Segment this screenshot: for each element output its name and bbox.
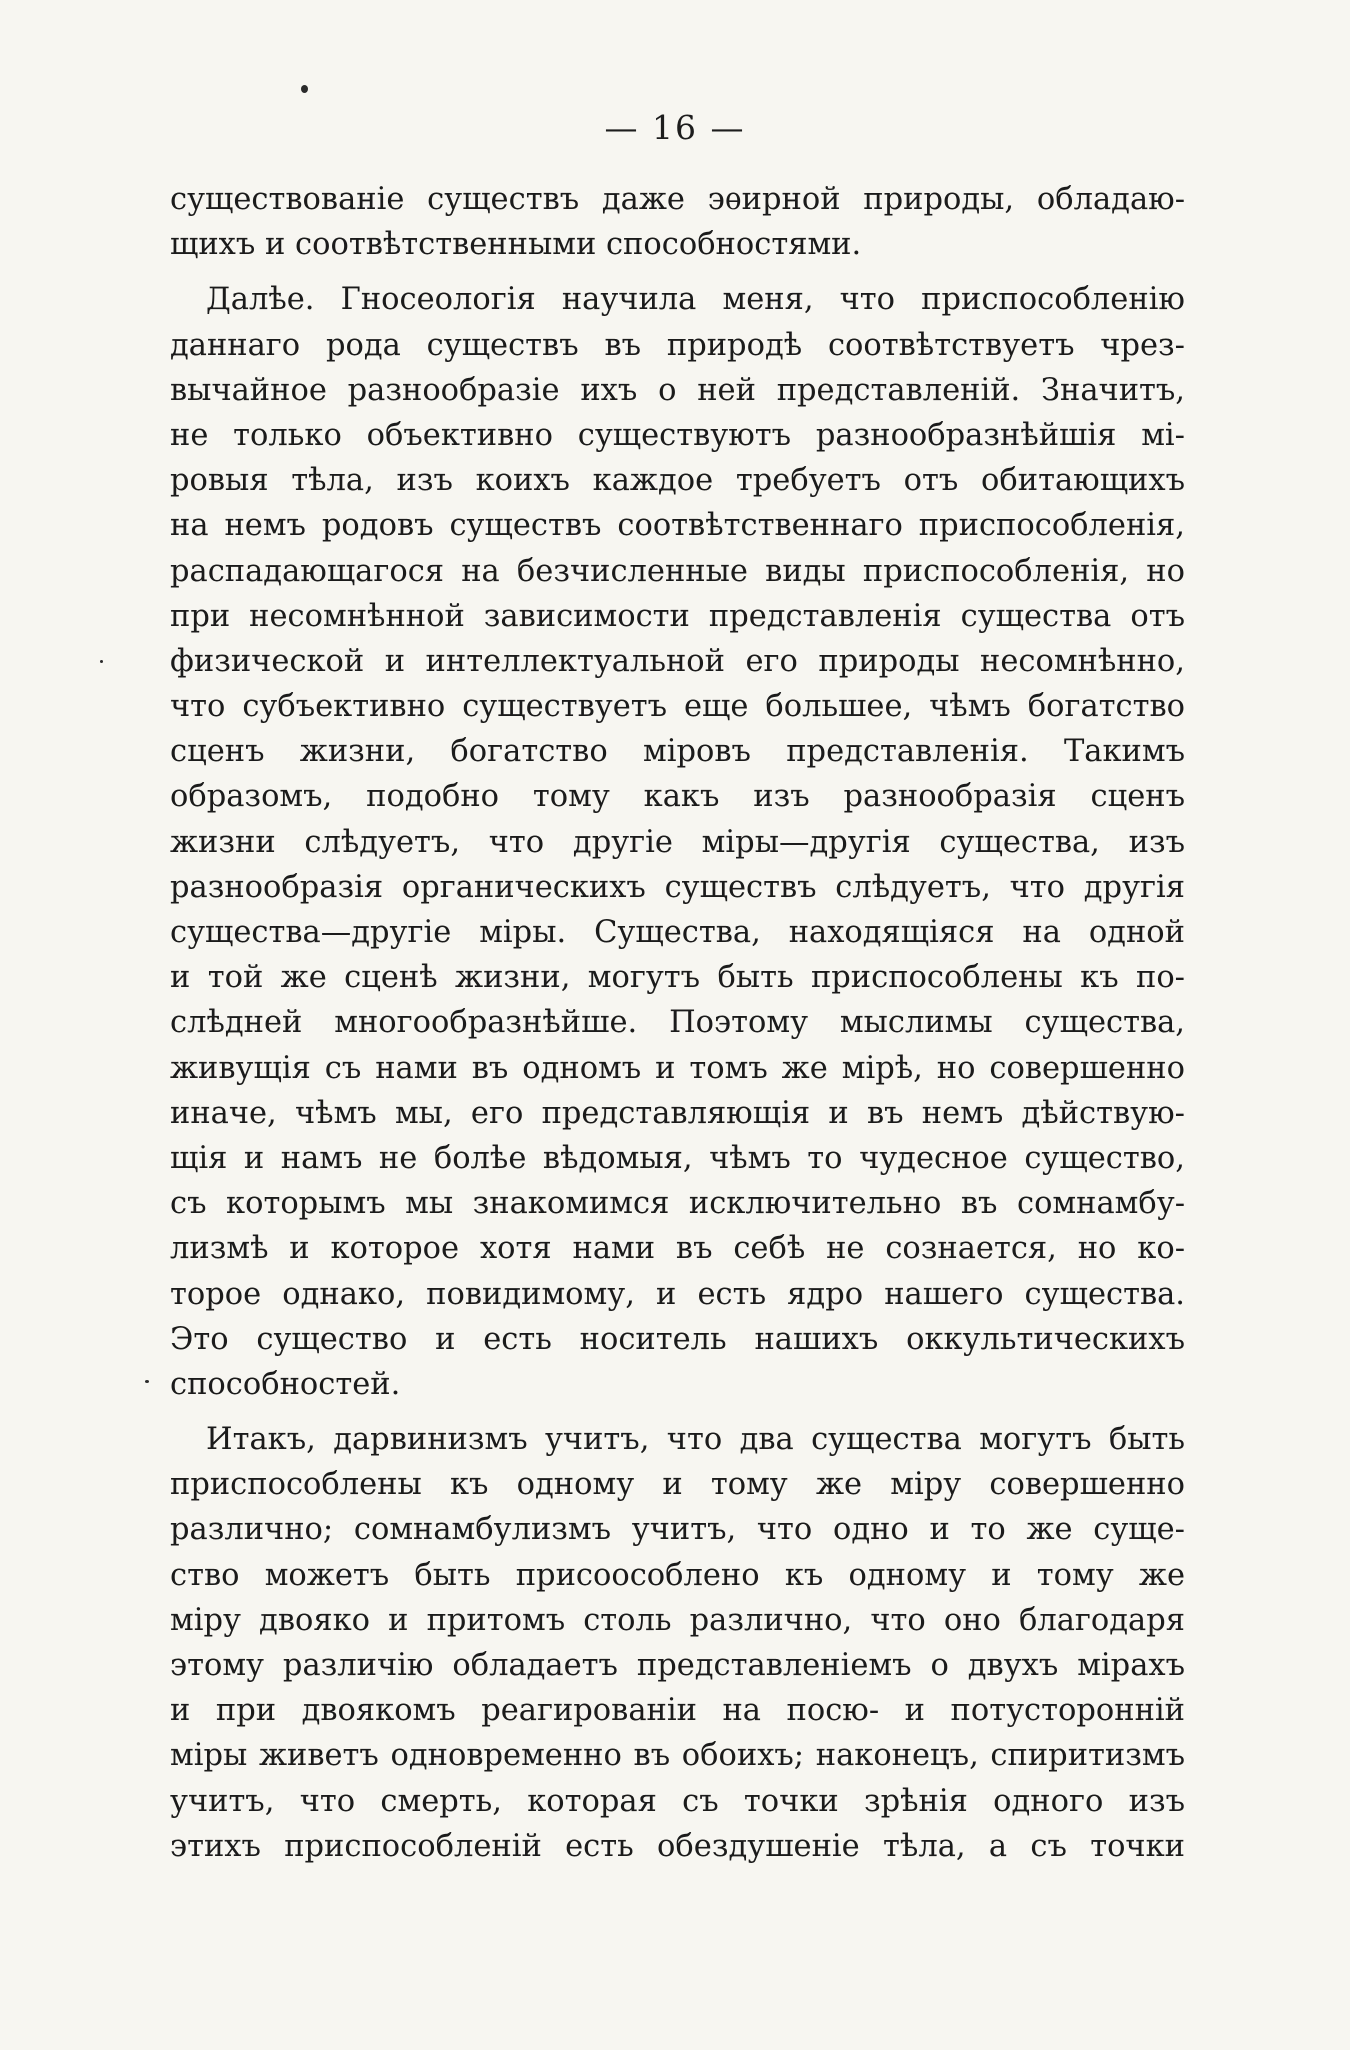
text-line: Итакъ, дарвинизмъ учитъ, что два существа могутъ быть (206, 1422, 1185, 1458)
text-line: Это существо и есть носитель нашихъ оккультическихъ (170, 1321, 1185, 1357)
text-line: торое однако, повидимому, и есть ядро нашего существа. (170, 1276, 1185, 1312)
text-line: ровыя тѣла, изъ коихъ каждое требуетъ отъ обитающихъ (170, 463, 1185, 499)
text-line: щія и намъ не болѣе вѣдомыя, чѣмъ то чудесное существо, (170, 1140, 1185, 1176)
text-line: иначе, чѣмъ мы, его представляющія и въ немъ дѣйствую- (170, 1095, 1185, 1131)
text-line: при несомнѣнной зависимости представленія существа отъ (170, 598, 1185, 634)
text-line: приспособлены къ одному и тому же міру совершенно (170, 1467, 1185, 1503)
text-line: сценъ жизни, богатство міровъ представленія. Такимъ (170, 734, 1185, 770)
text-line: Далѣе. Гносеологія научила меня, что приспособленію (206, 282, 1185, 318)
text-line: различно; сомнамбулизмъ учитъ, что одно и то же суще- (170, 1512, 1185, 1548)
text-line: даннаго рода существъ въ природѣ соотвѣтствуетъ чрез- (170, 327, 1185, 363)
ink-speck-top (301, 85, 308, 93)
text-line: лизмѣ и которое хотя нами въ себѣ не сознается, но ко- (170, 1231, 1185, 1267)
text-line: учитъ, что смерть, которая съ точки зрѣнія одного изъ (170, 1783, 1185, 1819)
text-line: жизни слѣдуетъ, что другіе міры—другія существа, изъ (170, 824, 1185, 860)
text-line: слѣдней многообразнѣйше. Поэтому мыслимы существа, (170, 1005, 1185, 1041)
body-text (170, 177, 1185, 1869)
text-line: существованіе существъ даже эѳирной природы, обладаю- (170, 182, 1185, 217)
text-line: существа—другіе міры. Существа, находящіяся на одной (170, 915, 1185, 950)
text-line: способностей. (170, 1366, 401, 1402)
page-number: — 16 — (604, 108, 746, 147)
text-line: не только объективно существуютъ разнообразнѣйшія мі- (170, 417, 1185, 453)
text-line: съ которымъ мы знакомимся исключительно въ сомнамбу- (170, 1186, 1185, 1222)
text-line: этому различію обладаетъ представленіемъ о двухъ мірахъ (170, 1648, 1185, 1683)
text-line: вычайное разнообразіе ихъ о ней представленій. Значитъ, (170, 372, 1185, 408)
text-line: что субъективно существуетъ еще большее, чѣмъ богатство (170, 689, 1185, 725)
ink-speck-left (100, 660, 103, 663)
text-line: и той же сценѣ жизни, могутъ быть приспособлены къ по- (170, 960, 1185, 996)
text-line: распадающагося на безчисленные виды приспособленія, но (170, 553, 1185, 589)
ink-speck-bottom (145, 1380, 149, 1383)
text-line: физической и интеллектуальной его природы несомнѣнно, (170, 643, 1185, 679)
text-line: живущія съ нами въ одномъ и томъ же мірѣ, но совершенно (170, 1050, 1185, 1086)
text-line: и при двоякомъ реагированіи на посю- и потусторонній (170, 1693, 1185, 1729)
text-line: на немъ родовъ существъ соотвѣтственнаго приспособленія, (170, 508, 1185, 544)
text-line: ство можетъ быть присоособлено къ одному и тому же (170, 1557, 1185, 1593)
text-line: щихъ и соотвѣтственными способностями. (170, 227, 862, 263)
text-line: образомъ, подобно тому какъ изъ разнообразія сценъ (170, 779, 1185, 815)
text-line: міры живетъ одновременно въ обоихъ; наконецъ, спиритизмъ (170, 1738, 1185, 1774)
text-line: міру двояко и притомъ столь различно, что оно благодаря (170, 1602, 1185, 1638)
text-line: разнообразія органическихъ существъ слѣдуетъ, что другія (170, 869, 1185, 905)
text-line: этихъ приспособленій есть обездушеніе тѣла, а съ точки (170, 1828, 1185, 1864)
